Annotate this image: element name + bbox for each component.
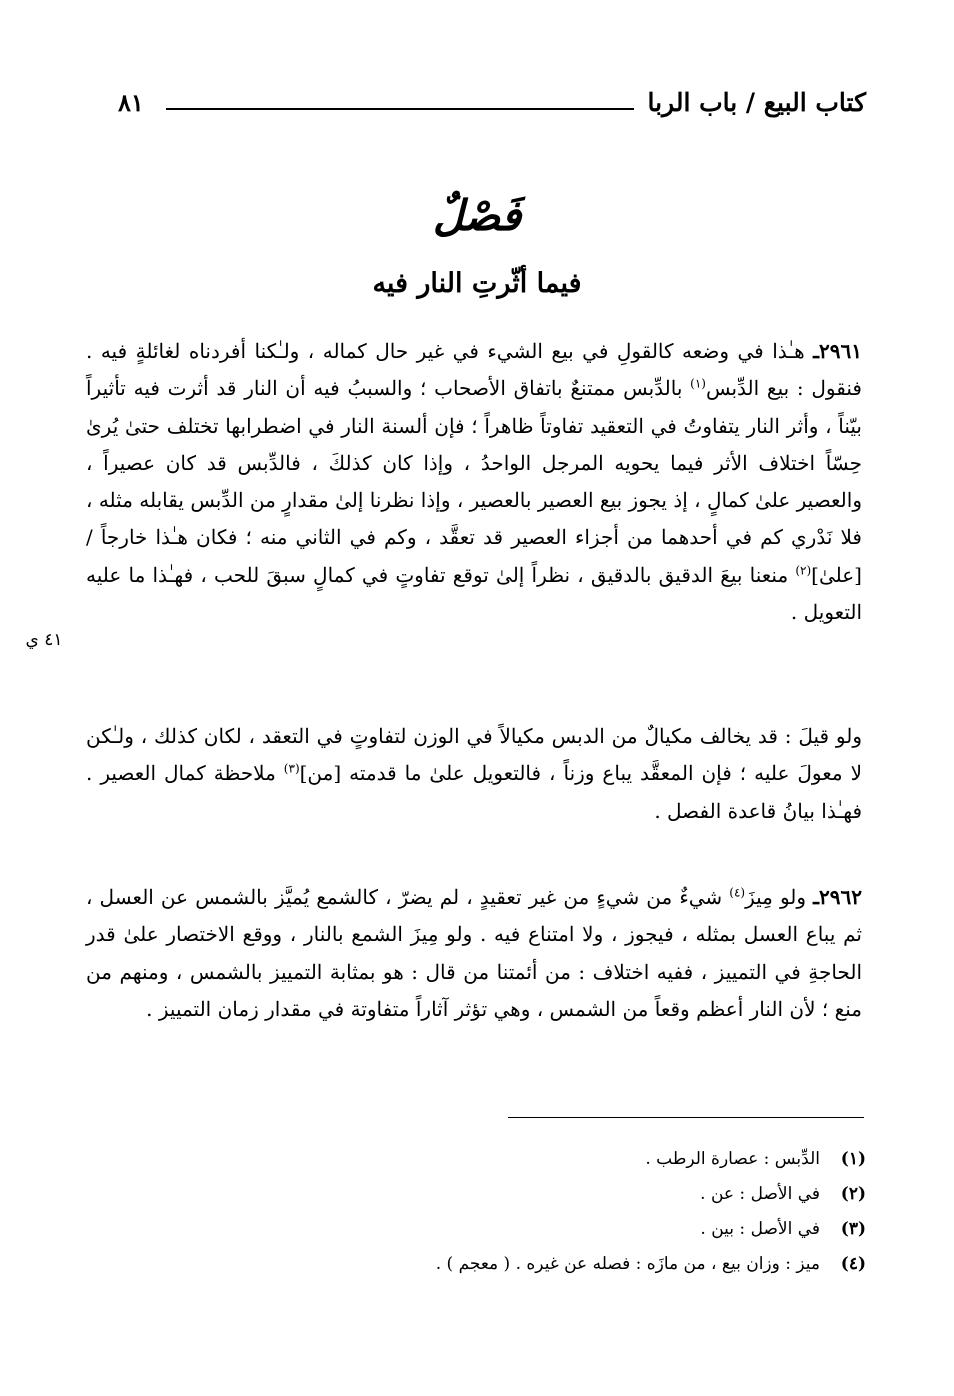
footnotes-list	[200, 1142, 866, 1282]
paragraph-text: شيءٌ من شيءٍ من غير تعقيدٍ ، لم يضرّ ، كالشمع يُميَّز بالشمس عن العسل ، ثم يباع العسل بمثله ، فيجوز ، ولا امتناع فيه . ولو مِيزَ الشمع بالنار ، ووقع الاختصار علىٰ قدر الحاجةِ في التمييز ، ففيه اختلاف : من أئمتنا من قال : هو بمثابة التمييز بالشمس ، ومنهم من منع ؛ لأن النار أعظم وقعاً من الشمس ، وهي تؤثر آثاراً متفاوتة في مقدار زمان التمييز .	[86, 885, 862, 1021]
header-title: كتاب البيع / باب الربا	[647, 88, 866, 117]
paragraph-text: ولو مِيزَ	[745, 885, 814, 909]
paragraph-2961	[86, 333, 862, 631]
footnote-ref-3: (٣)	[283, 761, 300, 776]
footnote-number: (١)	[840, 1149, 866, 1169]
section-ornament: فَصْلٌ	[432, 191, 522, 240]
footnote-number: (٣)	[840, 1219, 866, 1239]
paragraph-text: منعنا بيعَ الدقيق بالدقيق ، نظراً إلىٰ توقع تفاوتٍ في كمالٍ سبقَ للحب ، فهـٰذا ما عليه التعويل .	[86, 562, 862, 625]
paragraph-number: ٢٩٦٢ـ	[813, 885, 862, 909]
paragraph-text: ملاحظة كمال العصير . فهـٰذا بيانُ قاعدة الفصل .	[86, 761, 862, 823]
paragraph-objection	[86, 718, 862, 830]
footnote-number: (٢)	[840, 1184, 866, 1204]
footnote-ref-1: (١)	[690, 376, 706, 391]
margin-folio-note: ٤١ ي	[25, 630, 63, 650]
footnote-text: الدِّبس : عصارة الرطب .	[645, 1149, 820, 1169]
footnote-ref-4: (٤)	[729, 885, 746, 900]
section-title: فيما أثّرتِ النار فيه	[372, 268, 582, 299]
footnote-item	[200, 1177, 866, 1212]
footnote-text: في الأصل : عن .	[700, 1184, 820, 1204]
footnote-number: (٤)	[840, 1254, 866, 1274]
footnote-item	[200, 1212, 866, 1247]
footnote-divider	[508, 1117, 864, 1118]
header-rule	[166, 108, 634, 110]
paragraph-text: ولو قيلَ : قد يخالف مكيالٌ من الدبس مكيالاً في الوزن لتفاوتٍ في التعقد ، لكان كذلك ، ولـٰكن لا معولَ عليه ؛ فإن المعقَّد يباع وزناً ، فالتعويل علىٰ ما قدمته [من]	[86, 724, 862, 786]
paragraph-text: بالدِّبس ممتنعٌ باتفاق الأصحاب ؛ والسببُ فيه أن النار قد أثرت فيه تأثيراً بيّناً ، وأثر النار يتفاوتُ في التعقيد تفاوتاً ظاهراً ؛ فإن ألسنة النار في اضطرابها تختلف حتىٰ يُرىٰ حِسّاً اختلاف الأثر فيما يحويه المرجل الواحدُ ، وإذا كان كذلكَ ، فالدِّبس قد كان عصيراً ، والعصير علىٰ كمالٍ ، إذ يجوز بيع العصير بالعصير ، وإذا نظرنا إلىٰ مقدارٍ من الدِّبس يقابله مثله ، فلا نَدْري كم في أحدهما من أجزاء العصير قد تعقَّد ، وكم في الثاني منه ؛ فكان هـٰذا خارجاً / [علىٰ]	[86, 376, 863, 587]
footnote-text: في الأصل : بين .	[700, 1219, 820, 1239]
footnote-ref-2: (٢)	[795, 563, 812, 578]
running-header	[118, 88, 866, 128]
page-number: ٨١	[118, 88, 144, 117]
footnote-item	[200, 1247, 866, 1282]
footnote-text: ميز : وزان بيع ، من مازَه : فصله عن غيره . ( معجم ) .	[435, 1254, 820, 1274]
footnote-item	[200, 1142, 866, 1177]
paragraph-2962	[86, 879, 862, 1028]
paragraph-number: ٢٩٦١ـ	[813, 339, 862, 363]
paragraph-text: هـٰذا في وضعه كالقولِ في بيع الشيء في غير حال كماله ، ولـٰكنا أفردناه لغائلةٍ فيه . فنقول : بيع الدِّبس	[86, 339, 862, 401]
